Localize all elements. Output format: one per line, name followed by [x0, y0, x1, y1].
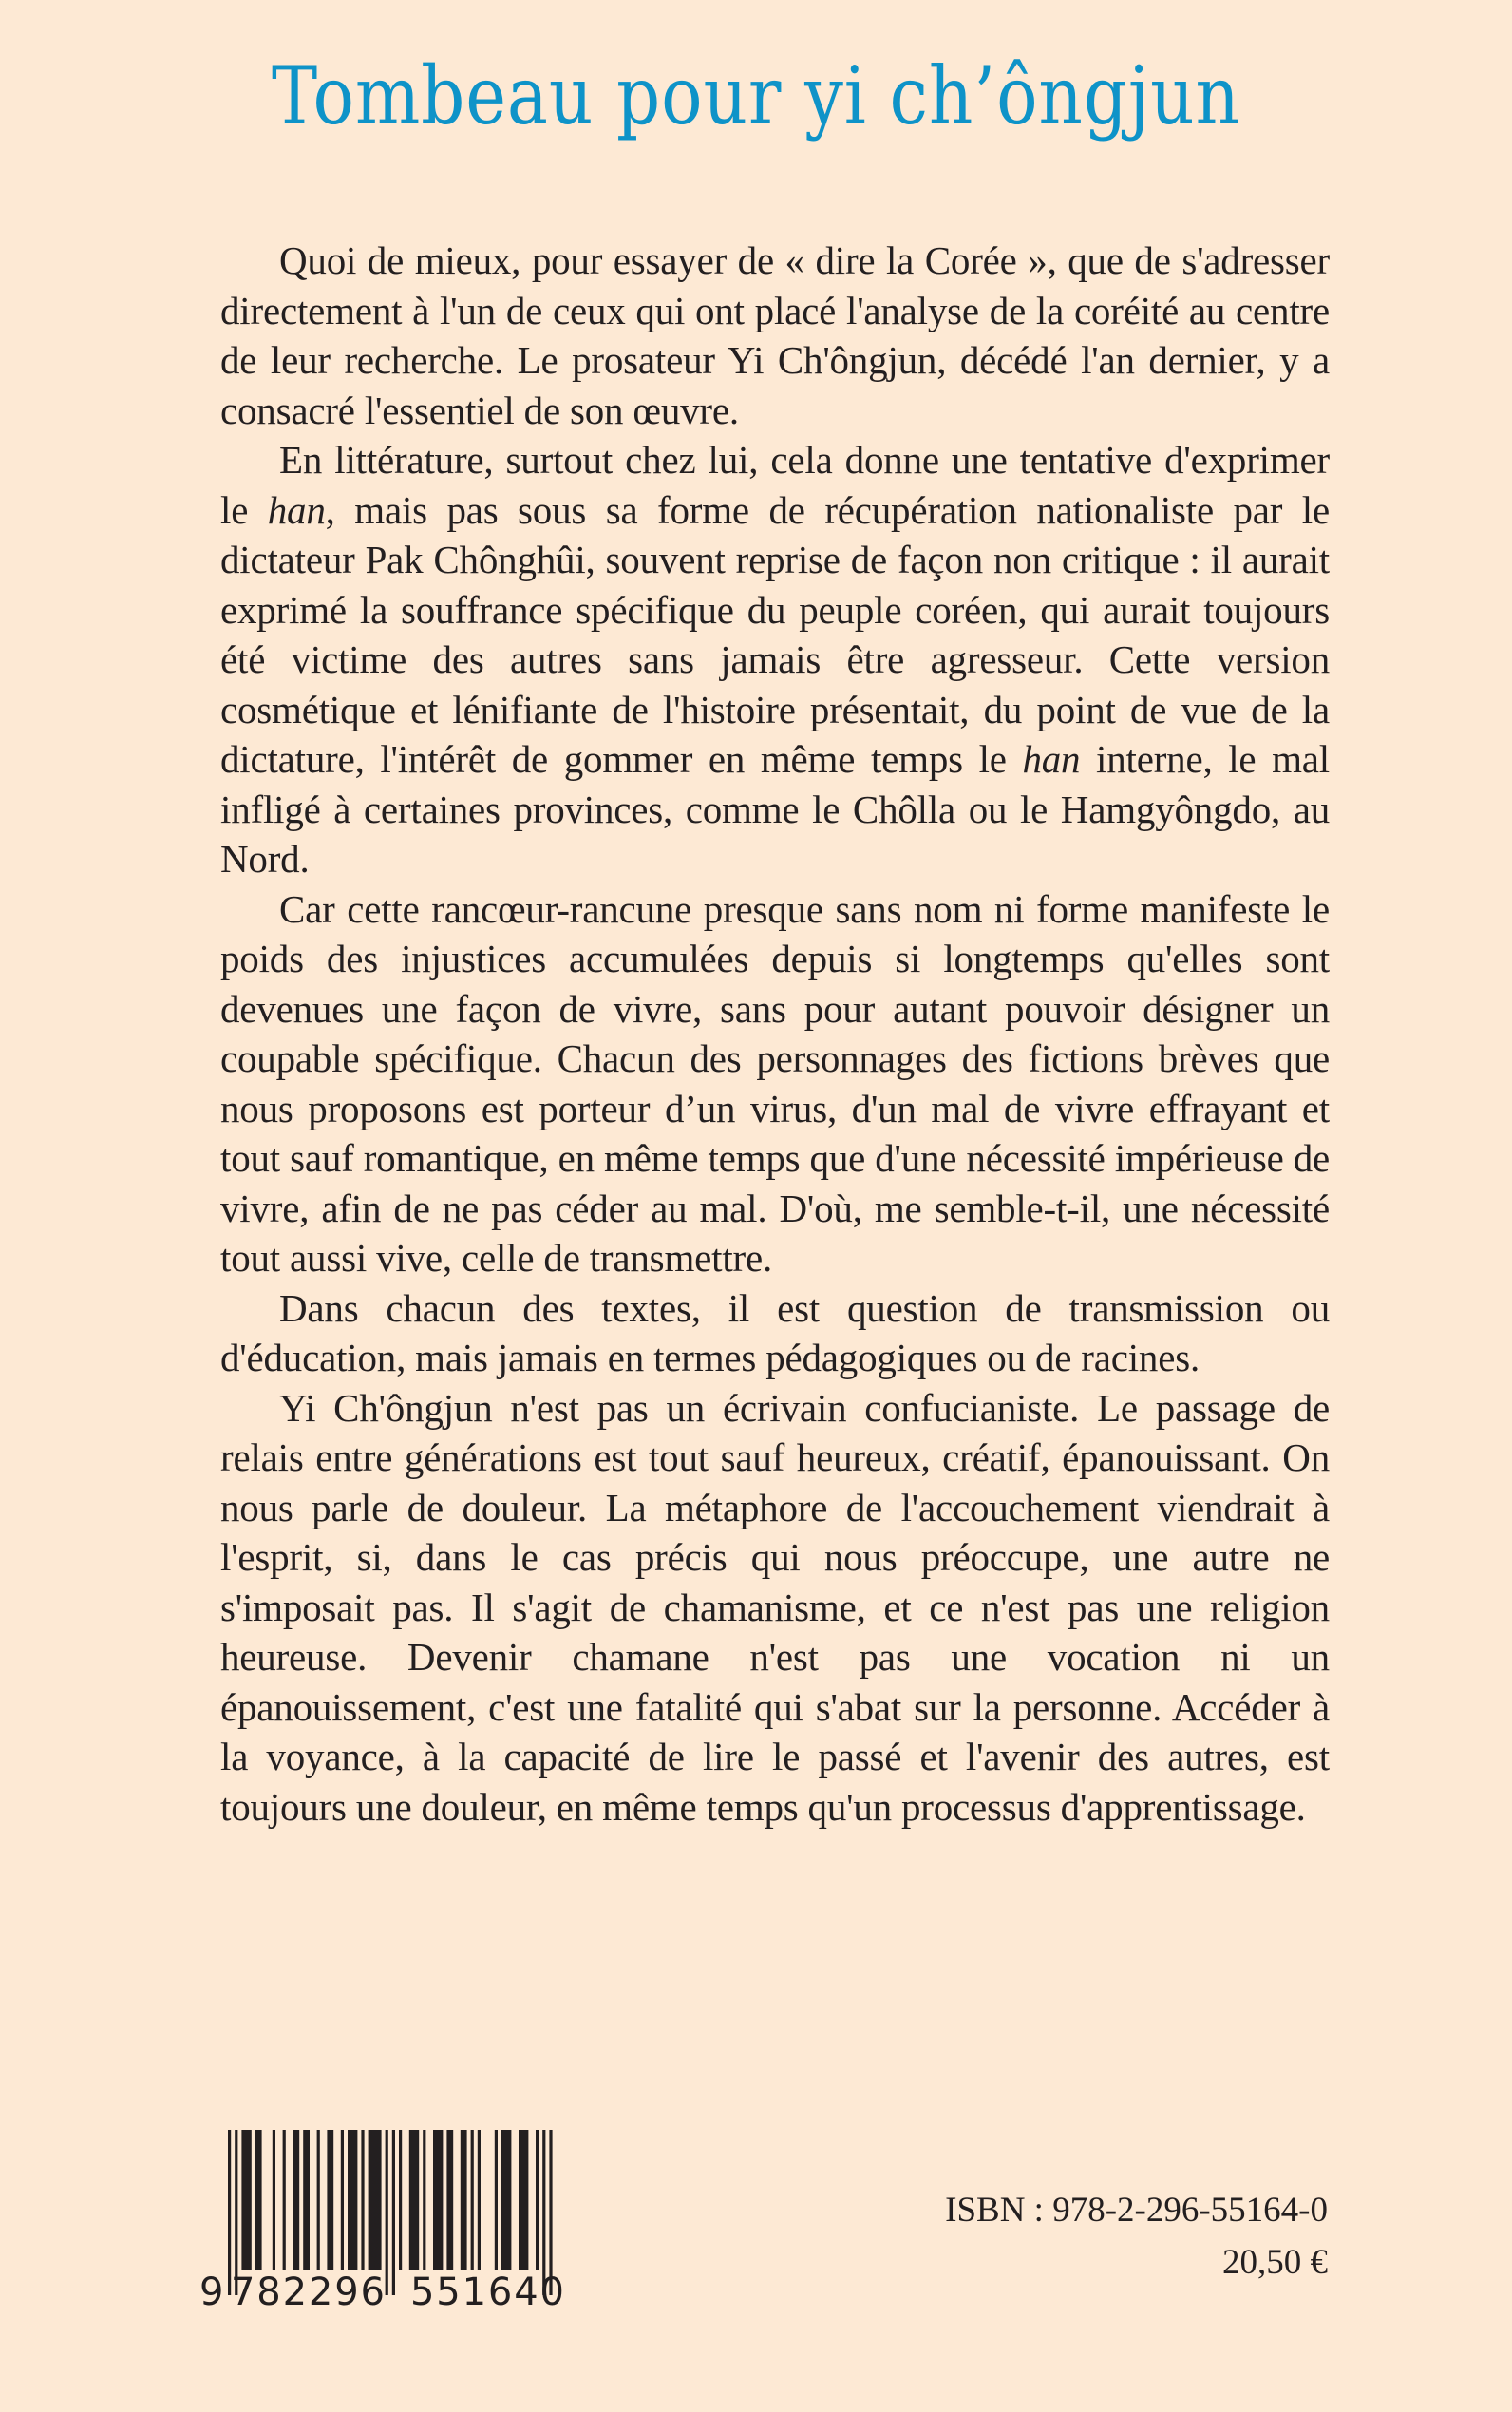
barcode-guard-bar — [392, 2130, 395, 2295]
back-cover-blurb — [220, 236, 1330, 1832]
isbn-barcode — [190, 2118, 617, 2318]
barcode-first-digit: 9 — [199, 2270, 224, 2314]
barcode-bar — [495, 2130, 498, 2270]
isbn-number: ISBN : 978-2-296-55164-0 — [945, 2191, 1328, 2230]
blurb-paragraph — [220, 1283, 1330, 1383]
barcode-bar — [433, 2130, 443, 2270]
barcode-bar — [283, 2130, 286, 2270]
text-run: Dans chacun des textes, il est question de transmission ou d'éducation, mais jamais en termes pédagogiques ou de racines. — [220, 1285, 1330, 1379]
barcode-bar — [241, 2130, 251, 2270]
blurb-paragraph — [220, 236, 1330, 435]
barcode-bar — [369, 2130, 382, 2270]
barcode-bar — [461, 2130, 467, 2270]
barcode-bar — [303, 2130, 310, 2270]
text-run: , mais pas sous sa forme de récupération nationaliste par le dictateur Pak Chônghûi, souvent reprise de façon non critique : il aurait exprimé la souffrance spécifique du peuple coréen, qui aurait toujours été victime des autres sans jamais être agresseur. Cette version cosmétique et lénifiante de l'histoire présentait, du point de vue de la dictature, l'intérêt de gommer en même temps le — [220, 487, 1330, 781]
barcode-bar — [409, 2130, 419, 2270]
barcode-bar — [341, 2130, 344, 2270]
blurb-paragraph — [220, 435, 1330, 884]
barcode-bar — [361, 2130, 364, 2270]
barcode-bar — [478, 2130, 481, 2270]
barcode-left-digits: 782296 — [231, 2270, 385, 2314]
barcode-bar — [348, 2130, 357, 2270]
barcode-bar — [423, 2130, 425, 2270]
italic-term: han — [267, 487, 326, 532]
barcode-bar — [446, 2130, 453, 2270]
barcode-bar — [293, 2130, 299, 2270]
barcode-bar — [519, 2130, 528, 2270]
barcode-bar — [255, 2130, 262, 2270]
blurb-paragraph — [220, 884, 1330, 1283]
text-run: En littérature, surtout chez lui, cela donne une tentative d'exprimer le — [220, 438, 1330, 532]
barcode-bar — [273, 2130, 275, 2270]
barcode-bar — [399, 2130, 402, 2270]
text-run: Yi Ch'ôngjun n'est pas un écrivain confucianiste. Le passage de relais entre générations est tout sauf heureux, créatif, épanouissant. On nous parle de douleur. La métaphore de l'accouchement viendrait à l'esprit, si, dans le cas précis qui nous préoccupe, une autre ne s'imposait pas. Il s'agit de chamanisme, et ce n'est pas une religion heureuse. Devenir chamane n'est pas une vocation ni un épanouissement, c'est une fatalité qui s'abat sur la personne. Accéder à la voyance, à la capacité de lire le passé et l'avenir des autres, est toujours une douleur, en même temps qu'un processus d'apprentissage. — [220, 1385, 1330, 1829]
barcode-bar — [536, 2130, 539, 2270]
barcode-guard-bar — [386, 2130, 388, 2295]
italic-term: han — [1022, 737, 1081, 781]
barcode-right-digits: 551640 — [410, 2270, 564, 2314]
barcode-bar — [327, 2130, 333, 2270]
book-title: Tombeau pour yi ch’ôngjun — [272, 49, 1240, 142]
text-run: Quoi de mieux, pour essayer de « dire la Corée », que de s'adresser directement à l'un de ceux qui ont placé l'analyse de la coréité au centre de leur recherche. Le prosateur Yi Ch'ôngjun, décédé l'an dernier, y a consacré l'essentiel de son œuvre. — [220, 238, 1330, 432]
barcode-bar — [317, 2130, 320, 2270]
barcode-bar — [471, 2130, 474, 2270]
blurb-paragraph — [220, 1383, 1330, 1833]
text-run: interne, le mal infligé à certaines provinces, comme le Chôlla ou le Hamgyôngdo, au Nord. — [220, 737, 1330, 881]
price: 20,50 € — [1222, 2243, 1328, 2282]
text-run: Car cette rancœur-rancune presque sans nom ni forme manifeste le poids des injustices accumulées depuis si longtemps qu'elles sont devenues une façon de vivre, sans pour autant pouvoir désigner un coupable spécifique. Chacun des personnages des fictions brèves que nous proposons est porteur d’un virus, d'un mal de vivre effrayant et tout sauf romantique, en même temps que d'une nécessité impérieuse de vivre, afin de ne pas céder au mal. D'où, me semble-t-il, une nécessité tout aussi vive, celle de transmettre. — [220, 886, 1330, 1280]
barcode-bar — [501, 2130, 511, 2270]
